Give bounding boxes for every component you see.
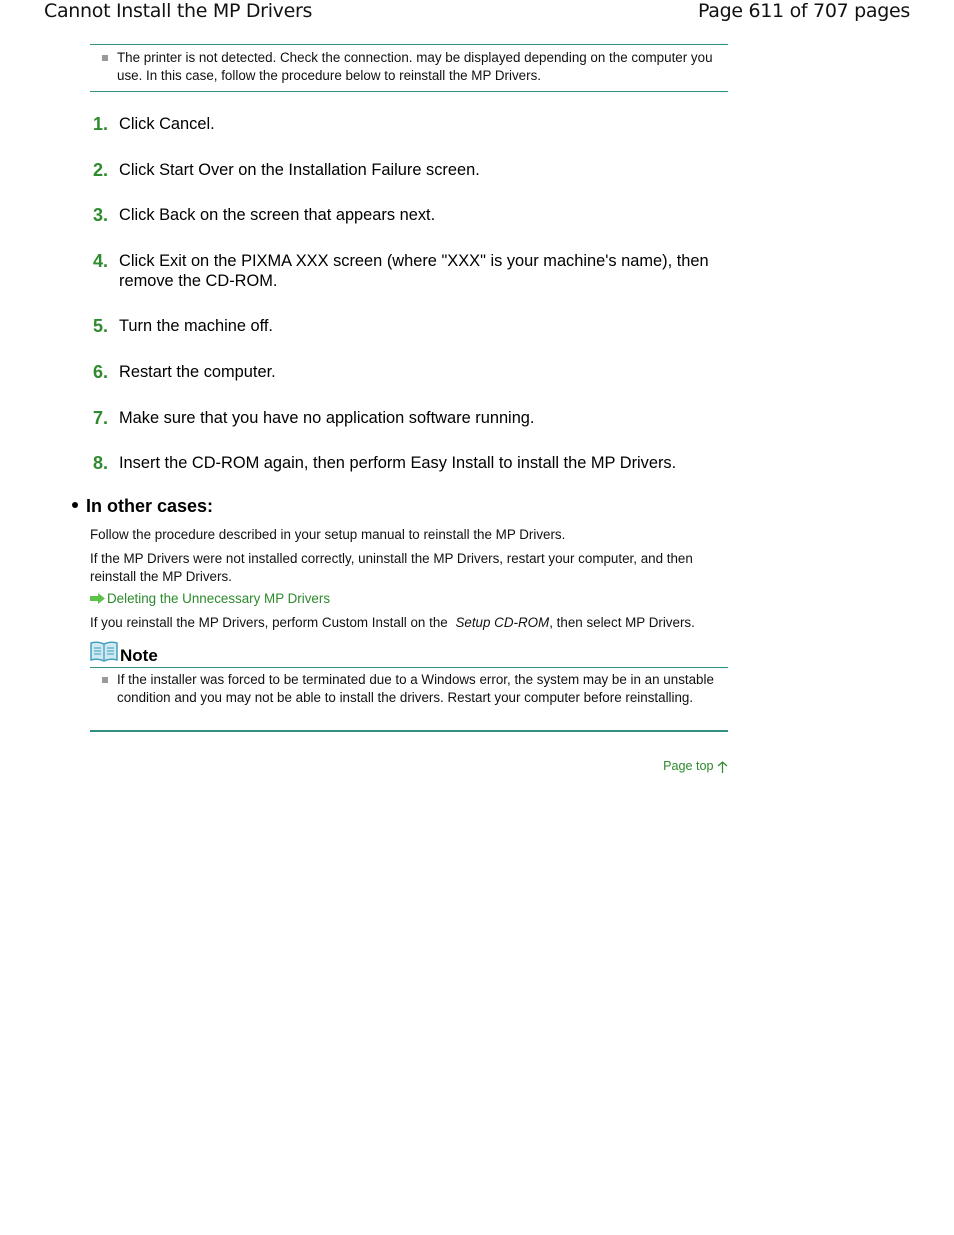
- arrow-up-icon: [717, 759, 728, 773]
- square-bullet-icon: [102, 677, 108, 683]
- step-item: [90, 205, 730, 225]
- step-number: 2.: [93, 159, 109, 180]
- step-item: [90, 316, 730, 336]
- other-cases-heading-text: In other cases:: [86, 496, 214, 516]
- top-note-box: [90, 44, 728, 92]
- page-title: Cannot Install the MP Drivers: [44, 0, 313, 22]
- top-note-text: The printer is not detected. Check the connection. may be displayed depending on the computer you use. In this case, follow the procedure below to reinstall the MP Drivers.: [117, 50, 713, 83]
- step-item: [90, 114, 730, 134]
- step-text: Make sure that you have no application software running.: [119, 408, 535, 427]
- step-text: Click Back on the screen that appears next.: [119, 206, 436, 225]
- step-item: [90, 251, 730, 291]
- book-icon: [90, 641, 118, 668]
- step-item: [90, 453, 730, 473]
- step-number: 1.: [93, 114, 109, 134]
- para3-post: , then select MP Drivers.: [549, 615, 695, 630]
- step-number: 8.: [93, 453, 109, 474]
- step-text: Click Cancel.: [119, 115, 215, 133]
- deleting-drivers-link[interactable]: [90, 591, 330, 607]
- deleting-drivers-link-text[interactable]: Deleting the Unnecessary MP Drivers: [107, 591, 331, 606]
- bullet-dot-icon: [72, 502, 78, 508]
- step-text: Insert the CD-ROM again, then perform Easy Install to install the MP Drivers.: [119, 454, 677, 473]
- setup-cd-rom-emphasis: Setup CD-ROM: [455, 615, 550, 630]
- note-heading: Note: [120, 646, 158, 665]
- arrow-right-icon: [90, 592, 105, 607]
- step-text: Restart the computer.: [119, 362, 276, 381]
- step-number: 6.: [93, 361, 109, 382]
- step-list: [90, 114, 730, 499]
- step-item: [90, 160, 730, 180]
- square-bullet-icon: [102, 55, 108, 61]
- other-cases-heading: [72, 496, 213, 517]
- page-counter: Page 611 of 707 pages: [697, 0, 910, 22]
- step-text: Click Exit on the PIXMA XXX screen (where "XXX" is your machine's name), then remove the CD-ROM.: [119, 251, 709, 290]
- step-text: Click Start Over on the Installation Failure screen.: [119, 160, 480, 179]
- top-note-item: [90, 49, 728, 85]
- step-number: 4.: [93, 250, 109, 271]
- step-text: Turn the machine off.: [119, 317, 273, 336]
- other-cases-para-3: [90, 614, 730, 632]
- page-top-link[interactable]: [663, 759, 728, 773]
- note-header: [90, 640, 728, 668]
- step-item: [90, 408, 730, 428]
- other-cases-para-2: If the MP Drivers were not installed correctly, uninstall the MP Drivers, restart your computer, and then reinstall the MP Drivers.: [90, 551, 693, 584]
- note-text: If the installer was forced to be terminated due to a Windows error, the system may be in an unstable condition and you may not be able to install the drivers. Restart your computer before reinstalling.: [117, 672, 714, 705]
- para3-pre: If you reinstall the MP Drivers, perform Custom Install on the: [90, 615, 448, 630]
- note-item: [90, 671, 728, 707]
- step-number: 3.: [93, 205, 109, 226]
- note-box: [90, 667, 728, 732]
- step-item: [90, 362, 730, 382]
- other-cases-para-1: Follow the procedure described in your setup manual to reinstall the MP Drivers.: [90, 527, 566, 542]
- step-number: 5.: [93, 316, 109, 337]
- step-number: 7.: [93, 407, 109, 428]
- page-top-label[interactable]: Page top: [663, 759, 714, 773]
